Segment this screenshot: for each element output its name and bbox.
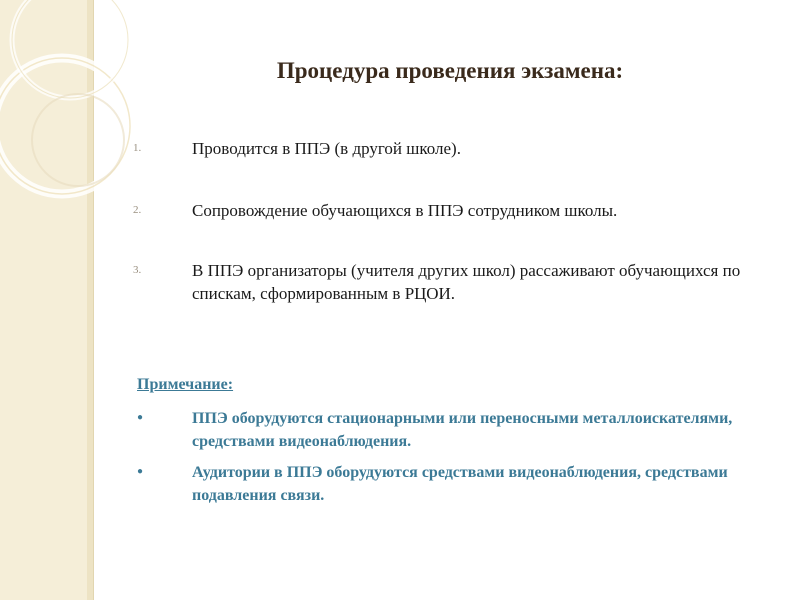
bullet-icon: ●: [137, 466, 144, 477]
list-item-number: 1.: [133, 142, 142, 154]
side-divider-line: [93, 0, 94, 600]
list-item-text: Проводится в ППЭ (в другой школе).: [192, 139, 461, 158]
slide-title: Процедура проведения экзамена:: [276, 58, 624, 83]
bullet-icon: ●: [137, 412, 144, 423]
list-item-number: 3.: [133, 264, 142, 276]
note-title-text: Примечание:: [137, 376, 234, 393]
list-item-number: 2.: [133, 204, 142, 216]
note-item-text: Аудитории в ППЭ оборудуются средствами видеонаблюдения, средствами подавления связи.: [192, 464, 728, 504]
list-item-text: Сопровождение обучающихся в ППЭ сотрудником школы.: [192, 201, 618, 220]
list-item-text: В ППЭ организаторы (учителя других школ) рассаживают обучающихся по спискам, сформированным в РЦОИ.: [192, 261, 741, 303]
side-panel: [0, 0, 87, 600]
note-item-text: ППЭ оборудуются стационарными или переносными металлоискателями, средствами видеонаблюдения.: [192, 410, 733, 450]
note-title: [137, 376, 233, 394]
